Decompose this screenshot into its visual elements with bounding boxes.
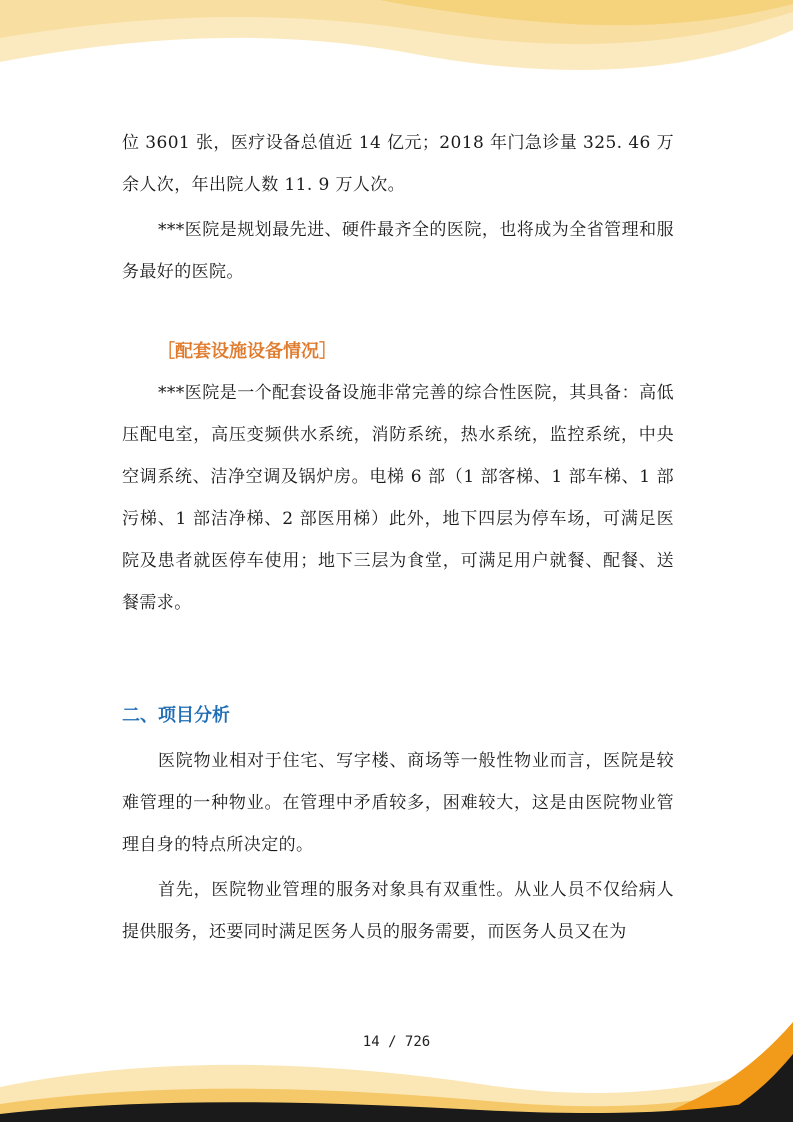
- bottom-wave-decoration: [0, 992, 793, 1122]
- paragraph: 首先，医院物业管理的服务对象具有双重性。从业人员不仅给病人提供服务，还要同时满足医务人员的服务需要，而医务人员又在为: [122, 880, 674, 942]
- top-wave-decoration: [0, 0, 793, 90]
- paragraph: 医院物业相对于住宅、写字楼、商场等一般性物业而言，医院是较难管理的一种物业。在管理中矛盾较多，困难较大，这是由医院物业管理自身的特点所决定的。: [122, 751, 674, 855]
- page-number: 14 / 726: [362, 1034, 431, 1050]
- facilities-section: [122, 372, 674, 624]
- intro-section: [122, 122, 674, 293]
- paragraph: ***医院是规划最先进、硬件最齐全的医院，也将成为全省管理和服务最好的医院。: [122, 220, 674, 282]
- section-heading: 二、项目分析: [122, 705, 230, 726]
- project-analysis-section: [122, 740, 674, 953]
- paragraph: 位 3601 张，医疗设备总值近 14 亿元；2018 年门急诊量 325. 46 万余人次，年出院人数 11. 9 万人次。: [122, 133, 674, 195]
- subsection-heading: ［配套设施设备情况］: [157, 341, 337, 362]
- paragraph: ***医院是一个配套设备设施非常完善的综合性医院，其具备：高低压配电室，高压变频供水系统，消防系统，热水系统，监控系统，中央空调系统、洁净空调及锅炉房。电梯 6 部（1 部客梯、1 部车梯、1 部污梯、1 部洁净梯、2 部医用梯）此外，地下四层为停车场，可满足医院及患者就医停车使用；地下三层为食堂，可满足用户就餐、配餐、送餐需求。: [122, 383, 674, 613]
